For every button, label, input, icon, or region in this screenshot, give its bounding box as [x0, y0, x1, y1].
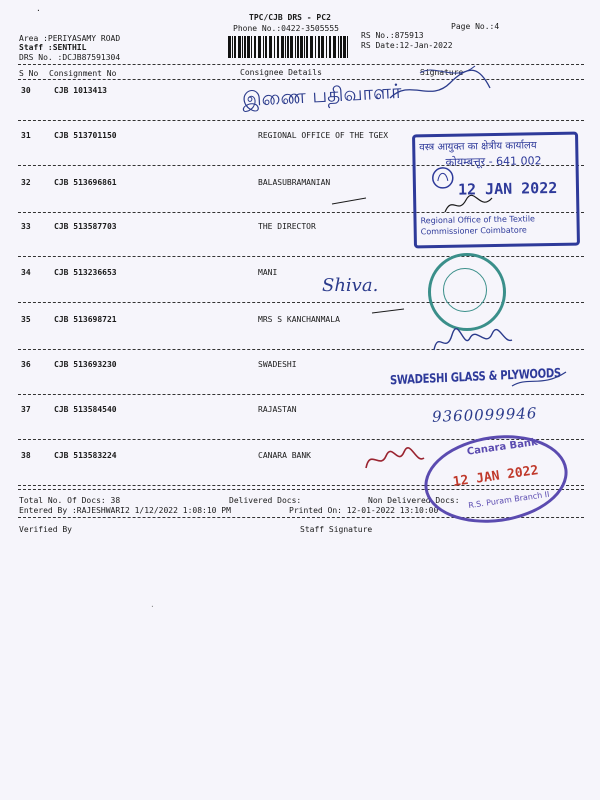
rs-date: RS Date:12-Jan-2022: [361, 41, 453, 50]
textile-stamp-footer: Regional Office of the Textile Commissioner Coimbatore: [420, 214, 536, 237]
row-sno: 37: [21, 405, 31, 414]
barcode-bar: [297, 36, 299, 58]
row-sno: 30: [21, 86, 31, 95]
barcode-icon: [228, 36, 352, 58]
row-sno: 38: [21, 451, 31, 460]
row-sno: 33: [21, 222, 31, 231]
barcode-bar: [310, 36, 313, 58]
page-number: Page No.:4: [451, 22, 500, 31]
signature-row38-red: [360, 440, 430, 480]
barcode-bar: [281, 36, 284, 58]
area-label: Area :PERIYASAMY ROAD: [19, 34, 121, 43]
row-consignee: RAJASTAN: [258, 405, 297, 414]
barcode-bar: [329, 36, 331, 58]
phone-number: Phone No.:0422-3505555: [233, 24, 339, 33]
signature-row35: [430, 320, 520, 360]
row-consignee: BALASUBRAMANIAN: [258, 178, 331, 187]
textile-stamp-hindi: वस्त्र आयुक्त का क्षेत्रीय कार्यालय: [419, 140, 537, 154]
col-consignment: Consignment No: [49, 69, 117, 78]
entered-by: Entered By :RAJESHWARI2 1/12/2022 1:08:10 PM: [19, 506, 231, 515]
row-sno: 36: [21, 360, 31, 369]
swadeshi-stamp: SWADESHI GLASS & PLYWOODS: [389, 366, 561, 389]
verified-by: Verified By: [19, 525, 72, 534]
row-consignment: CJB 513583224: [54, 451, 117, 460]
barcode-bar: [338, 36, 339, 58]
textile-stamp-city: कोयम्बत्तूर - 641 002: [445, 154, 542, 169]
barcode-bar: [300, 36, 303, 58]
canara-bank-stamp: [419, 426, 574, 531]
barcode-bar: [232, 36, 233, 58]
row-consignment: CJB 513696861: [54, 178, 117, 187]
row-consignee: REGIONAL OFFICE OF THE TGEX: [258, 131, 389, 140]
barcode-bar: [333, 36, 336, 58]
row-consignment: CJB 513587703: [54, 222, 117, 231]
row-divider: [18, 394, 584, 395]
barcode-bar: [340, 36, 342, 58]
barcode-bar: [315, 36, 316, 58]
signature-scribble-top: [380, 58, 500, 118]
row-consignment: CJB 1013413: [54, 86, 107, 95]
row37-handwriting: 9360099946: [431, 404, 538, 426]
row-consignee: MANI: [258, 268, 278, 277]
barcode-bar: [265, 36, 267, 58]
col-consignee: Consignee Details: [240, 68, 322, 77]
row-consignment: CJB 513584540: [54, 405, 117, 414]
drs-number: DRS No. :DCJB87591304: [19, 53, 121, 62]
canara-stamp-date: 12 JAN 2022: [452, 463, 540, 490]
non-delivered-docs: Non Delivered Docs:: [368, 496, 460, 505]
row-consignment: CJB 513701150: [54, 131, 117, 140]
barcode-bar: [238, 36, 241, 58]
barcode-bar: [347, 36, 348, 58]
row30-handwriting: இணை பதிவாளர்: [241, 78, 403, 112]
barcode-bar: [247, 36, 250, 58]
signature-row36: [510, 368, 570, 392]
barcode-bar: [274, 36, 275, 58]
barcode-bar: [306, 36, 308, 58]
printed-on: Printed On: 12-01-2022 13:10:00: [289, 506, 439, 515]
canara-stamp-branch: R.S. Puram Branch II: [467, 489, 551, 511]
signature-scribble-row32: [330, 190, 370, 210]
signature-row35-dash: [370, 305, 410, 319]
row-sno: 32: [21, 178, 31, 187]
barcode-bar: [285, 36, 286, 58]
staff-label: Staff :SENTHIL: [19, 43, 87, 52]
barcode-bar: [295, 36, 296, 58]
stray-mark: ·: [150, 602, 155, 611]
row-sno: 35: [21, 315, 31, 324]
barcode-bar: [326, 36, 327, 58]
textile-stamp-date: 12 JAN 2022: [457, 178, 558, 199]
staff-signature-label: Staff Signature: [300, 525, 373, 534]
barcode-bar: [244, 36, 246, 58]
row-consignee: MRS S KANCHANMALA: [258, 315, 340, 324]
barcode-bar: [321, 36, 324, 58]
row-consignee: CANARA BANK: [258, 451, 311, 460]
barcode-bar: [287, 36, 289, 58]
barcode-bar: [343, 36, 346, 58]
barcode-bar: [234, 36, 236, 58]
barcode-bar: [269, 36, 272, 58]
col-sno: S No: [19, 69, 39, 78]
signature-scribble-row33: [440, 190, 510, 220]
row-divider: [18, 120, 584, 121]
barcode-bar: [258, 36, 261, 58]
row-sno: 34: [21, 268, 31, 277]
row34-handwriting: Shiva.: [322, 275, 379, 296]
row-consignment: CJB 513693230: [54, 360, 117, 369]
delivered-docs: Delivered Docs:: [229, 496, 302, 505]
barcode-bar: [251, 36, 252, 58]
barcode-bar: [290, 36, 293, 58]
total-docs: Total No. Of Docs: 38: [19, 496, 121, 505]
rs-number: RS No.:875913: [361, 31, 424, 40]
row-consignment: CJB 513236653: [54, 268, 117, 277]
barcode-bar: [242, 36, 243, 58]
page-mark: ·: [36, 6, 41, 15]
barcode-bar: [277, 36, 279, 58]
row-consignee: THE DIRECTOR: [258, 222, 316, 231]
row-consignee: SWADESHI: [258, 360, 297, 369]
emblem-icon: [430, 165, 456, 191]
barcode-bar: [228, 36, 231, 58]
barcode-bar: [304, 36, 305, 58]
barcode-bar: [263, 36, 264, 58]
document-title: TPC/CJB DRS - PC2: [249, 13, 331, 22]
barcode-bar: [254, 36, 256, 58]
row-divider: [18, 256, 584, 257]
row-sno: 31: [21, 131, 31, 140]
canara-stamp-name: Canara Bank: [466, 436, 539, 458]
row-consignment: CJB 513698721: [54, 315, 117, 324]
barcode-bar: [318, 36, 320, 58]
col-signature: Signature: [420, 68, 464, 77]
